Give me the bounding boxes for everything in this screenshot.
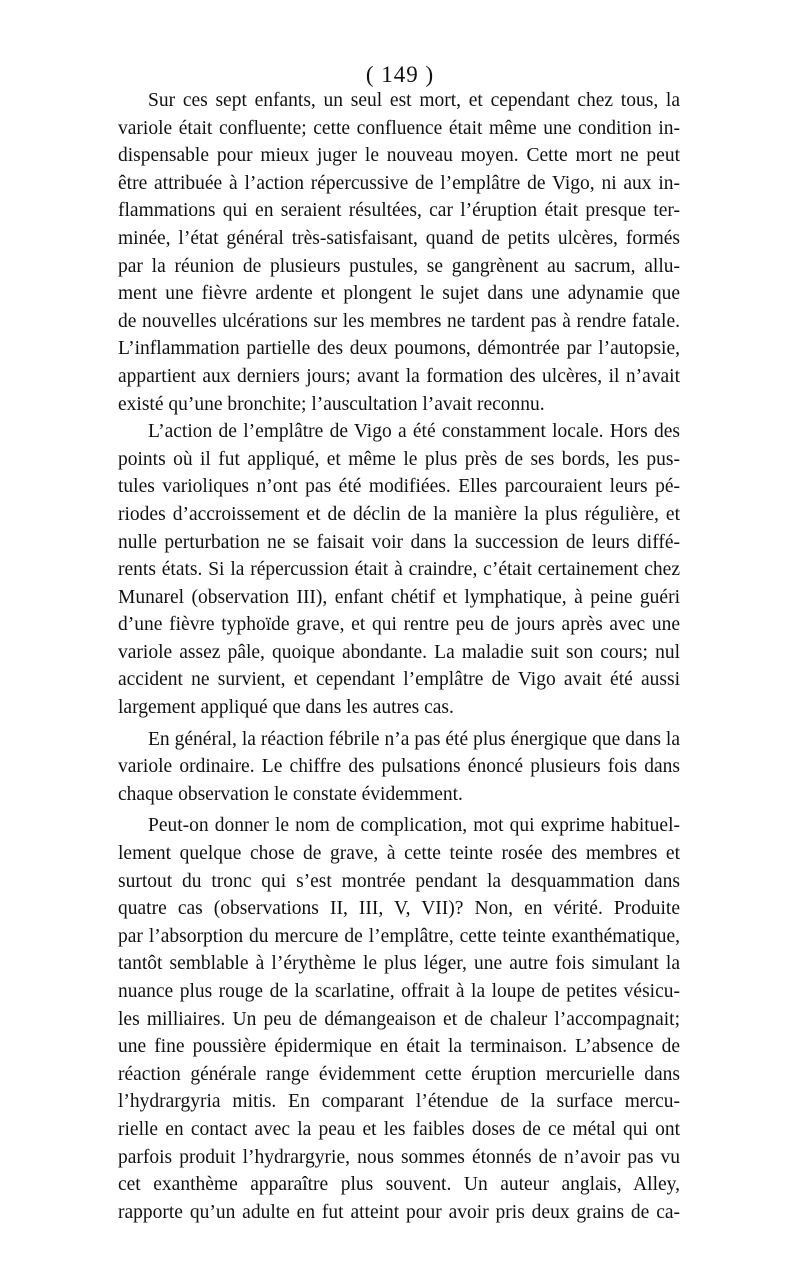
text-line: de nouvelles ulcérations sur les membres ne tardent pas à rendre fatale. — [118, 310, 680, 332]
text-line: lement quelque chose de grave, à cette teinte rosée des membres et — [118, 843, 680, 865]
text-line: points où il fut appliqué, et même le plus près de ses bords, les pus- — [118, 448, 680, 470]
text-line: nuance plus rouge de la scarlatine, offrait à la loupe de petites vésicu- — [118, 981, 680, 1002]
text-line: quatre cas (observations II, III, V, VII)? Non, en vérité. Produite — [118, 898, 680, 920]
text-line: dispensable pour mieux juger le nouveau moyen. Cette mort ne peut — [118, 145, 680, 167]
text-line: variole ordinaire. Le chiffre des pulsations énoncé plusieurs fois dans — [118, 756, 680, 778]
text-line: riodes d’accroissement et de déclin de la manière la plus régulière, et — [118, 503, 680, 525]
text-line: chaque observation le constate évidemment. — [118, 783, 463, 805]
text-line: En général, la réaction fébrile n’a pas été plus énergique que dans la — [148, 728, 680, 750]
text-line: largement appliqué que dans les autres cas. — [118, 697, 454, 719]
text-line: L’action de l’emplâtre de Vigo a été constamment locale. Hors des — [148, 421, 680, 443]
text-line: accident ne survient, et cependant l’emplâtre de Vigo avait été aussi — [118, 669, 680, 691]
text-line: réaction générale range évidemment cette éruption mercurielle dans — [118, 1063, 680, 1085]
text-line: tantôt semblable à l’érythème le plus léger, une autre fois simulant la — [118, 953, 680, 975]
text-line: ment une fièvre ardente et plongent le sujet dans une adynamie que — [118, 283, 680, 305]
text-line: Sur ces sept enfants, un seul est mort, et cependant chez tous, la — [148, 90, 680, 111]
text-line: cet exanthème apparaître plus souvent. Un auteur anglais, Alley, — [118, 1174, 680, 1196]
text-line: l’hydrargyria mitis. En comparant l’étendue de la surface mercu- — [118, 1091, 680, 1113]
text-line: nulle perturbation ne se faisait voir dans la succession de leurs diffé- — [118, 531, 680, 553]
text-line: Munarel (observation III), enfant chétif et lymphatique, à peine guéri — [118, 586, 680, 608]
text-line: parfois produit l’hydrargyrie, nous sommes étonnés de n’avoir pas vu — [118, 1146, 680, 1168]
text-line: L’inflammation partielle des deux poumons, démontrée par l’autopsie, — [118, 338, 680, 360]
text-line: rapporte qu’un adulte en fut atteint pour avoir pris deux grains de ca- — [118, 1201, 680, 1223]
text-line: par la réunion de plusieurs pustules, se gangrènent au sacrum, allu- — [118, 255, 680, 277]
body-text — [118, 87, 680, 1226]
text-line: être attribuée à l’action répercussive de l’emplâtre de Vigo, ni aux in- — [118, 172, 680, 194]
text-line: tules varioliques n’ont pas été modifiées. Elles parcouraient leurs pé- — [118, 476, 680, 498]
text-line: flammations qui en seraient résultées, car l’éruption était presque ter- — [118, 200, 680, 222]
text-line: variole était confluente; cette confluence était même une condition in- — [118, 117, 680, 139]
text-line: surtout du tronc qui s’est montrée pendant la desquammation dans — [118, 870, 680, 892]
text-line: Peut-on donner le nom de complication, mot qui exprime habituel- — [148, 815, 680, 837]
text-line: par l’absorption du mercure de l’emplâtre, cette teinte exanthématique, — [118, 925, 680, 947]
page-number: ( 149 ) — [365, 62, 435, 87]
text-line: existé qu’une bronchite; l’auscultation l’avait reconnu. — [118, 393, 545, 415]
text-line: d’une fièvre typhoïde grave, et qui rentre peu de jours après avec une — [118, 614, 680, 636]
text-line: appartient aux derniers jours; avant la formation des ulcères, il n’avait — [118, 365, 680, 387]
text-line: variole assez pâle, quoique abondante. La maladie suit son cours; nul — [118, 641, 680, 663]
text-line: les milliaires. Un peu de démangeaison et de chaleur l’accompagnait; — [118, 1008, 680, 1030]
text-line: une fine poussière épidermique en était la terminaison. L’absence de — [118, 1036, 680, 1058]
text-line: rents états. Si la répercussion était à craindre, c’était certainement chez — [118, 559, 680, 581]
text-line: rielle en contact avec la peau et les faibles doses de ce métal qui ont — [118, 1118, 680, 1140]
text-line: minée, l’état général très-satisfaisant, quand de petits ulcères, formés — [118, 227, 680, 249]
